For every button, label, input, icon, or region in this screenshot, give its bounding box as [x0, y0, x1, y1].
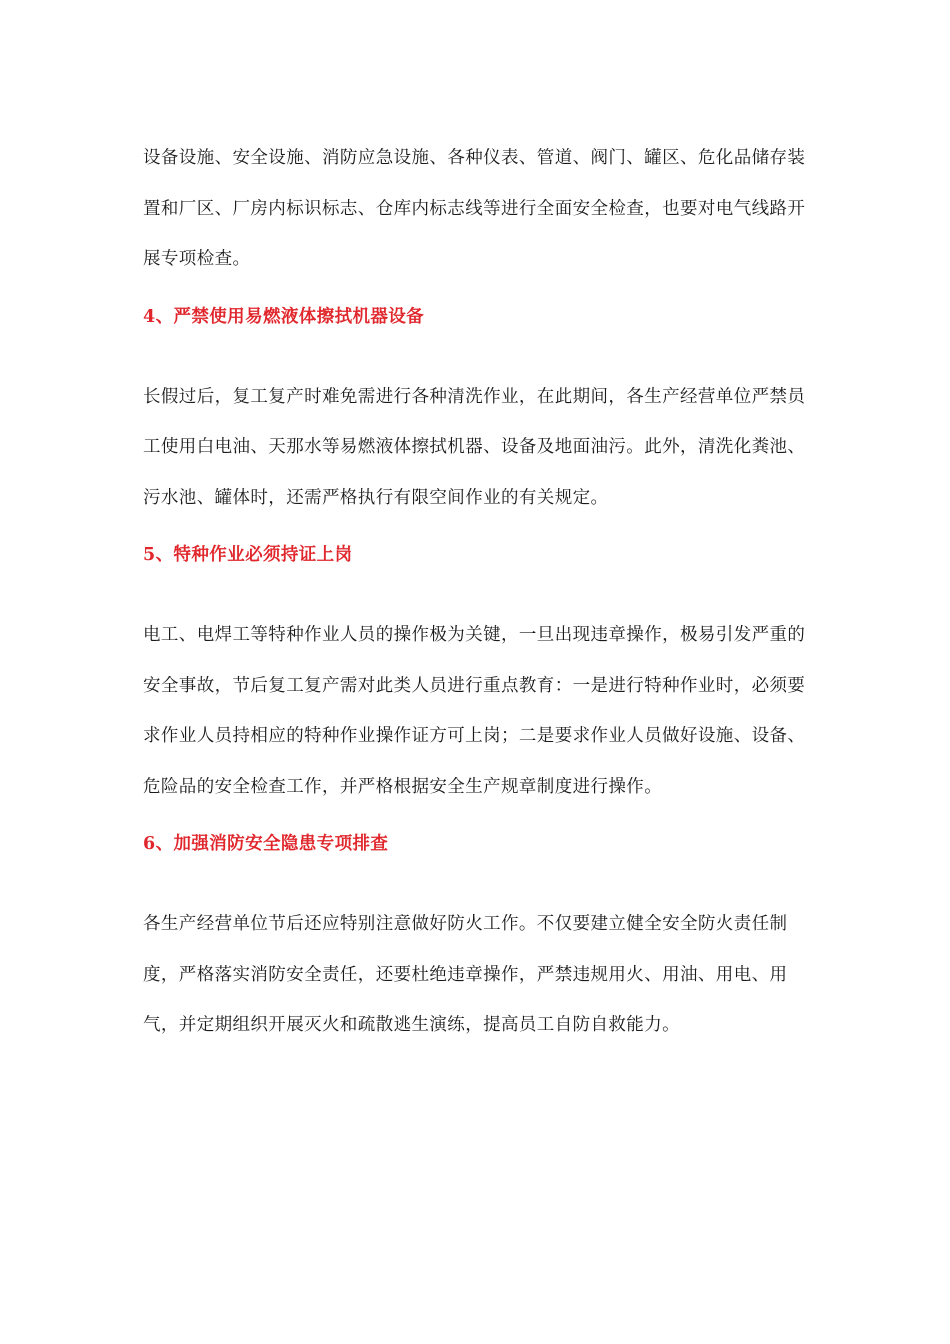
paragraph-line: 长假过后，复工复产时难免需进行各种清洗作业，在此期间，各生产经营单位严禁员: [143, 386, 806, 407]
paragraph-line: 危险品的安全检查工作，并严格根据安全生产规章制度进行操作。: [143, 776, 663, 797]
document-body: [143, 133, 823, 1051]
intro-paragraph: [143, 133, 823, 285]
paragraph-line: 电工、电焊工等特种作业人员的操作极为关键，一旦出现违章操作，极易引发严重的: [143, 625, 806, 645]
paragraph-line: 度，严格落实消防安全责任，还要杜绝违章操作，严禁违规用火、用油、用电、用: [143, 964, 788, 985]
paragraph-line: 置和厂区、厂房内标识标志、仓库内标志线等进行全面安全检查，也要对电气线路开: [143, 198, 806, 219]
paragraph-line: 工使用白电油、天那水等易燃液体擦拭机器、设备及地面油污。此外，清洗化粪池、: [143, 437, 806, 457]
section-4-paragraph: [143, 372, 823, 524]
section-heading-5: 5、特种作业必须持证上岗: [143, 545, 353, 565]
paragraph-line: 设备设施、安全设施、消防应急设施、各种仪表、管道、阀门、罐区、危化品储存装: [143, 148, 806, 168]
paragraph-line: 气，并定期组织开展灭火和疏散逃生演练，提高员工自防自救能力。: [143, 1015, 680, 1035]
section-heading-6: 6、加强消防安全隐患专项排查: [143, 834, 389, 854]
paragraph-line: 求作业人员持相应的特种作业操作证方可上岗；二是要求作业人员做好设施、设备、: [143, 726, 806, 746]
paragraph-line: 污水池、罐体时，还需严格执行有限空间作业的有关规定。: [143, 487, 609, 508]
paragraph-line: 展专项检查。: [143, 249, 251, 269]
section-heading-4: 4、严禁使用易燃液体擦拭机器设备: [143, 306, 425, 327]
paragraph-line: 安全事故，节后复工复产需对此类人员进行重点教育：一是进行特种作业时，必须要: [143, 675, 806, 696]
section-5-paragraph: [143, 610, 823, 812]
paragraph-line: 各生产经营单位节后还应特别注意做好防火工作。不仅要建立健全安全防火责任制: [143, 914, 788, 934]
section-6-paragraph: [143, 899, 823, 1051]
